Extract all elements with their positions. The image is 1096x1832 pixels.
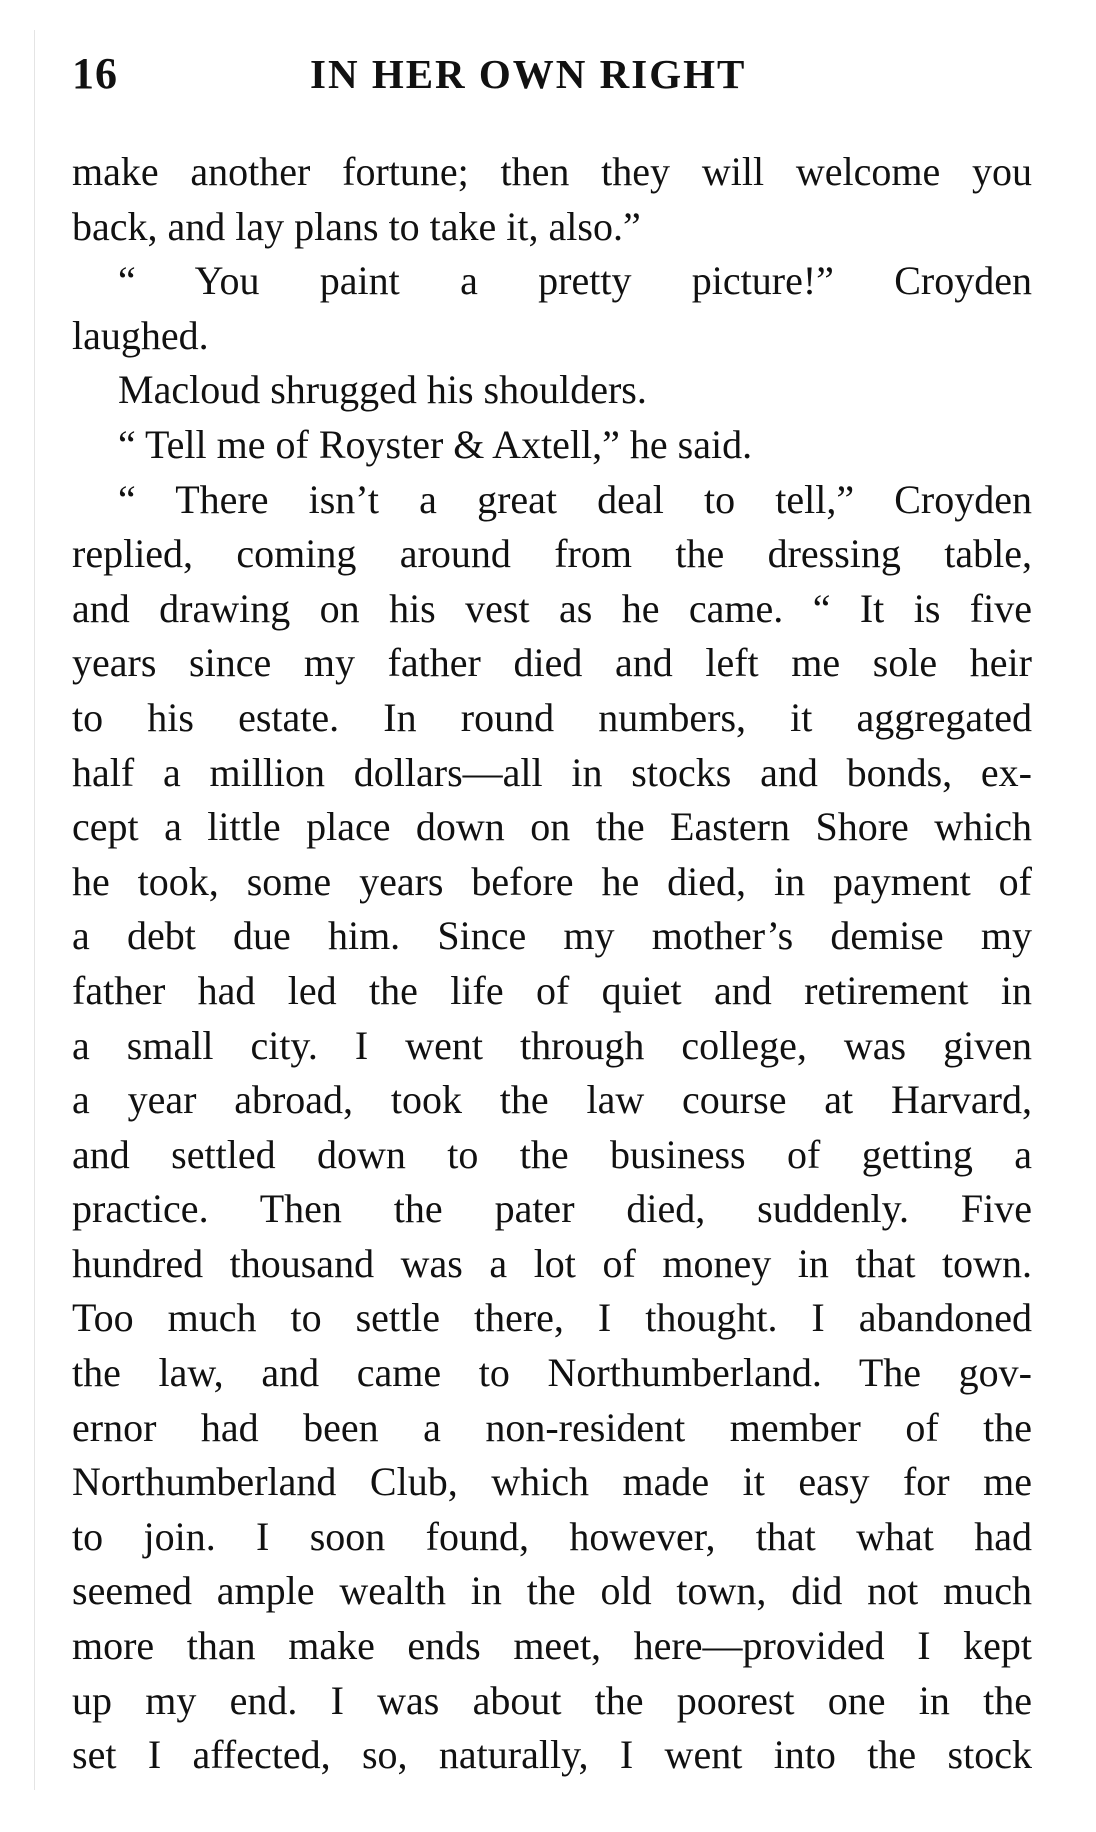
text-line: up my end. I was about the poorest one in the — [72, 1677, 1032, 1723]
text-line: a debt due him. Since my mother’s demise my — [72, 913, 1032, 959]
text-line: cept a little place down on the Eastern Shore which — [72, 804, 1032, 850]
text-line: “ Tell me of Royster & Axtell,” he said. — [118, 421, 753, 467]
text-line: a small city. I went through college, was given — [72, 1022, 1032, 1068]
text-line: make another fortune; then they will welcome you — [72, 149, 1032, 194]
text-line: and drawing on his vest as he came. “ It is five — [72, 585, 1032, 631]
page-edge-shadow — [34, 30, 35, 1790]
text-line: ernor had been a non-resident member of the — [72, 1404, 1032, 1450]
text-line: “ You paint a pretty picture!” Croyden — [118, 258, 1032, 304]
page-number: 16 — [72, 49, 118, 98]
text-line: Too much to settle there, I thought. I abandoned — [72, 1295, 1032, 1341]
text-line: laughed. — [72, 312, 209, 358]
text-line: to join. I soon found, however, that what had — [72, 1513, 1032, 1559]
text-line: hundred thousand was a lot of money in that town. — [72, 1240, 1032, 1286]
text-line: practice. Then the pater died, suddenly. Five — [72, 1186, 1032, 1232]
text-line: a year abroad, took the law course at Harvard, — [72, 1077, 1032, 1123]
text-line: years since my father died and left me sole heir — [72, 640, 1032, 686]
text-line: back, and lay plans to take it, also.” — [72, 203, 641, 249]
text-line: more than make ends meet, here—provided I kept — [72, 1623, 1032, 1669]
running-title: IN HER OWN RIGHT — [310, 51, 747, 97]
text-line: father had led the life of quiet and retirement in — [72, 967, 1032, 1013]
text-line: replied, coming around from the dressing table, — [72, 531, 1032, 577]
text-line: he took, some years before he died, in payment of — [72, 858, 1032, 904]
text-line: “ There isn’t a great deal to tell,” Croyden — [118, 476, 1032, 522]
text-line: Macloud shrugged his shoulders. — [118, 367, 647, 413]
text-line: to his estate. In round numbers, it aggregated — [72, 694, 1032, 740]
text-line: the law, and came to Northumberland. The gov- — [72, 1350, 1032, 1396]
text-line: set I affected, so, naturally, I went into the stock — [72, 1732, 1032, 1778]
running-head — [72, 48, 1032, 108]
text-line: Northumberland Club, which made it easy for me — [72, 1459, 1032, 1505]
text-line: seemed ample wealth in the old town, did not much — [72, 1568, 1032, 1614]
text-line: half a million dollars—all in stocks and bonds, ex- — [72, 749, 1032, 795]
text-line: and settled down to the business of getting a — [72, 1131, 1032, 1177]
body-text — [72, 145, 1032, 1783]
